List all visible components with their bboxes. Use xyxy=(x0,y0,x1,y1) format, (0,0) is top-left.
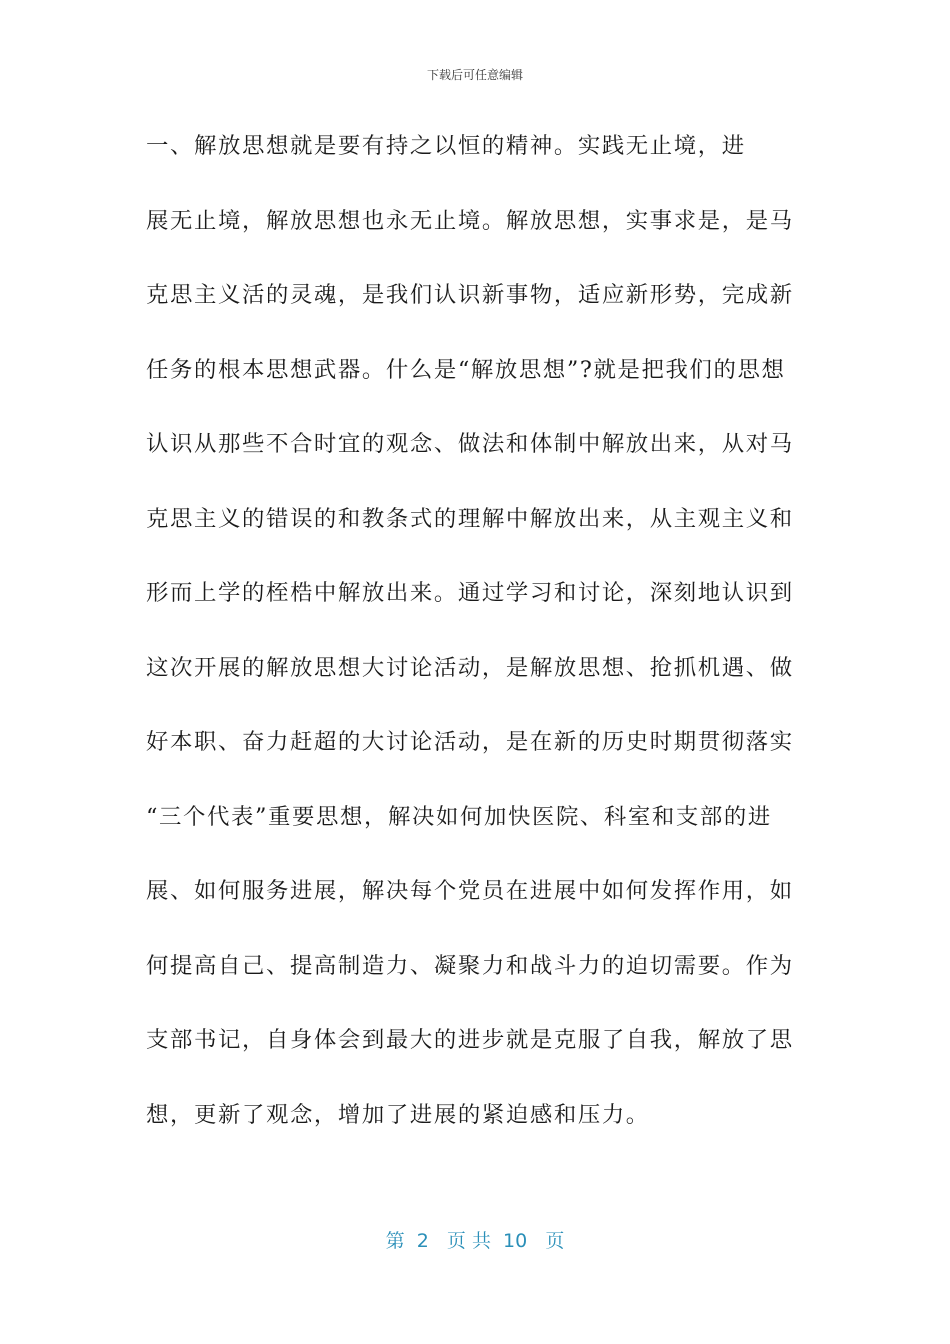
text-line: 认识从那些不合时宜的观念、做法和体制中解放出来，从对马 xyxy=(146,431,794,457)
text-line: 任务的根本思想武器。什么是“解放思想”?就是把我们的思想 xyxy=(146,356,786,383)
text-line: 展、如何服务进展，解决每个党员在进展中如何发挥作用，如 xyxy=(146,878,794,904)
text-line: 克思主义的错误的和教条式的理解中解放出来，从主观主义和 xyxy=(146,505,794,532)
text-line: 克思主义活的灵魂，是我们认识新事物，适应新形势，完成新 xyxy=(146,282,794,308)
text-line: “三个代表”重要思想，解决如何加快医院、科室和支部的进 xyxy=(146,803,772,830)
text-line: 展无止境，解放思想也永无止境。解放思想，实事求是，是马 xyxy=(146,207,794,234)
text-line: 何提高自己、提高制造力、凝聚力和战斗力的迫切需要。作为 xyxy=(146,952,794,979)
page-header: 下载后可任意编辑 xyxy=(426,68,523,82)
text-line: 支部书记，自身体会到最大的进步就是克服了自我，解放了思 xyxy=(146,1027,794,1053)
document-body xyxy=(146,124,806,1167)
text-line: 这次开展的解放思想大讨论活动，是解放思想、抢抓机遇、做 xyxy=(146,654,794,681)
text-line: 一、解放思想就是要有持之以恒的精神。实践无止境，进 xyxy=(146,133,746,159)
text-line: 形而上学的桎梏中解放出来。通过学习和讨论，深刻地认识到 xyxy=(146,580,794,606)
text-line: 想，更新了观念，增加了进展的紧迫感和压力。 xyxy=(146,1101,650,1128)
text-line: 好本职、奋力赶超的大讨论活动，是在新的历史时期贯彻落实 xyxy=(146,729,794,755)
page-number-footer: 第 2 页 共 10 页 xyxy=(385,1230,565,1252)
